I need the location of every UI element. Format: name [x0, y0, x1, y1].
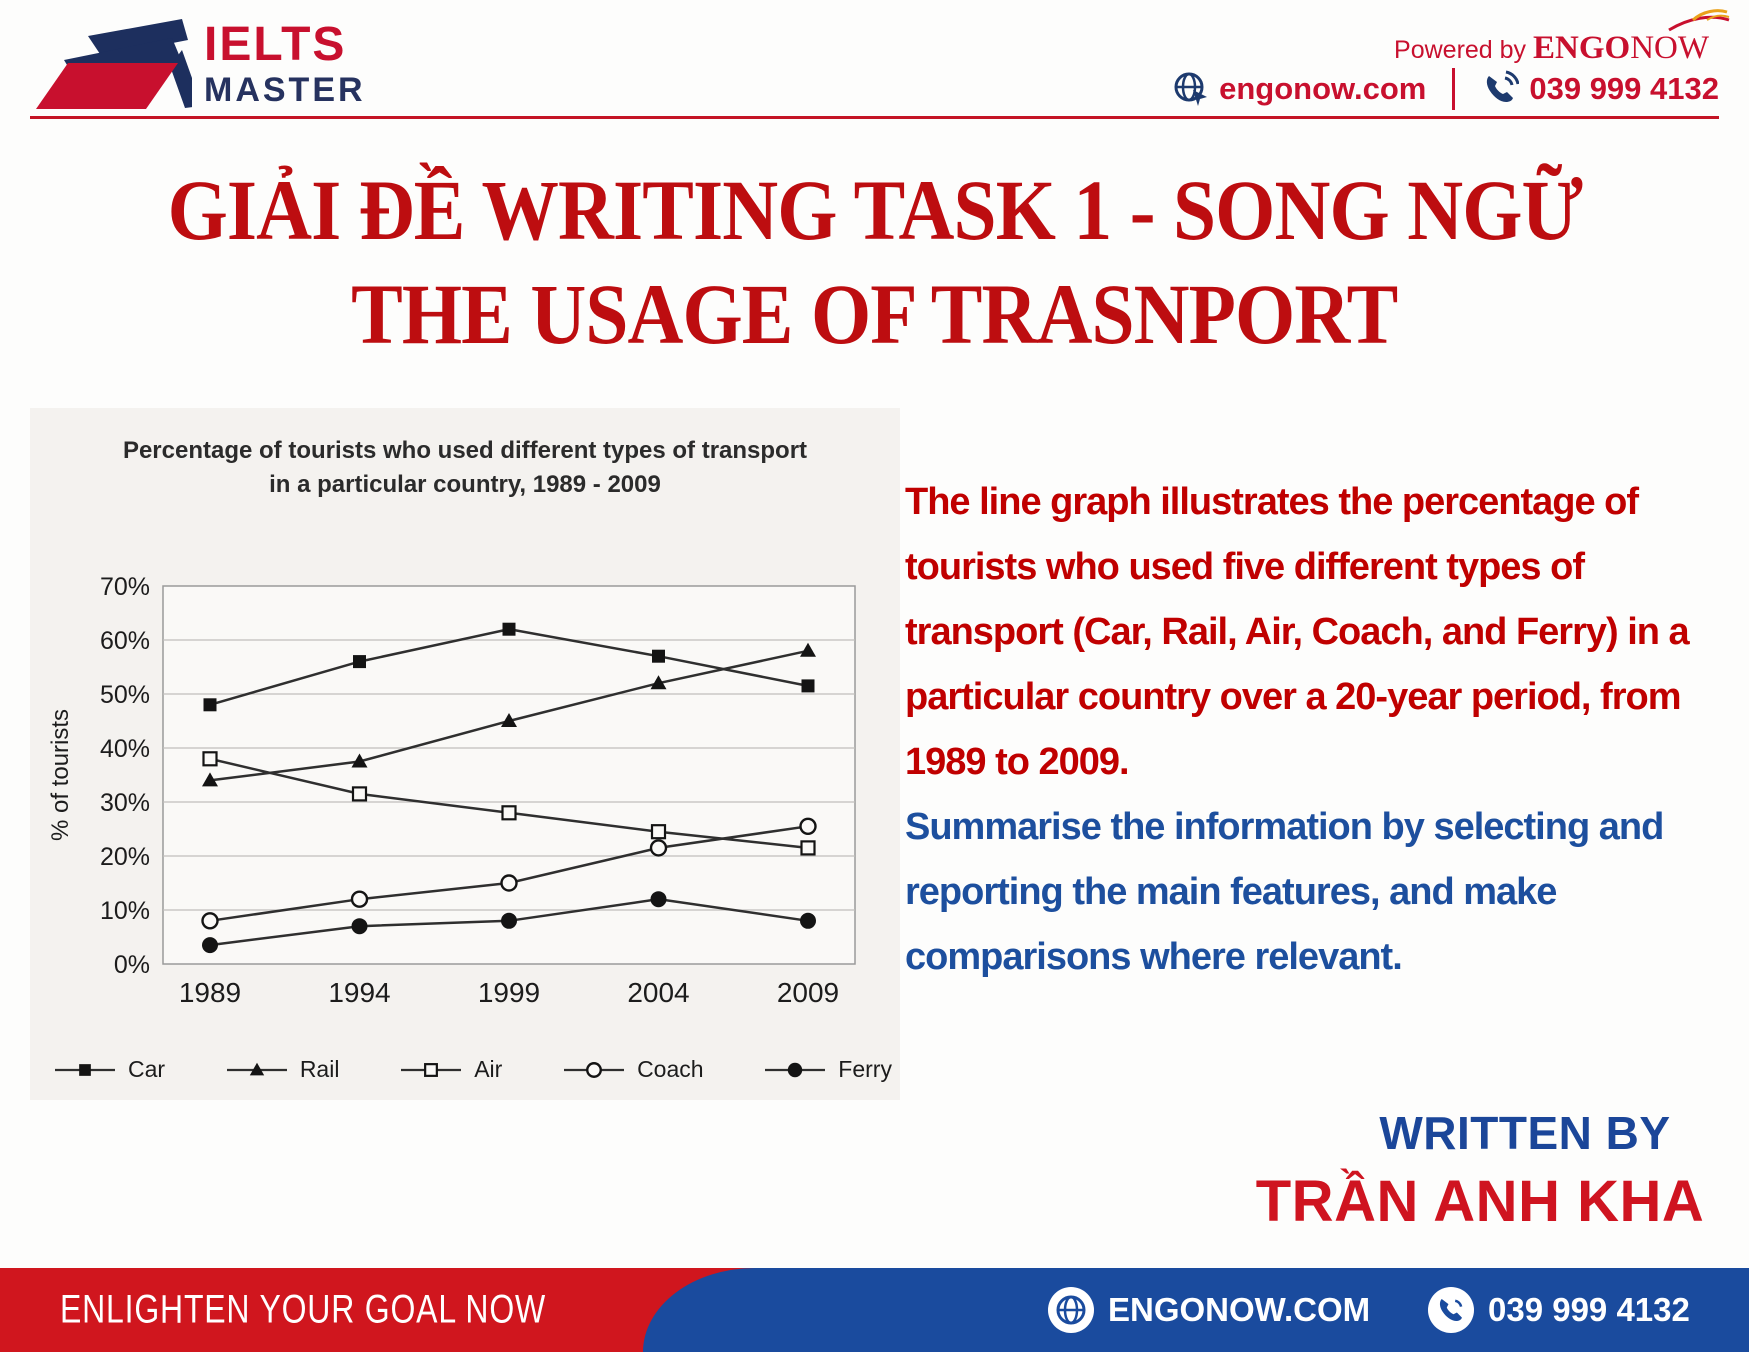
chart-panel — [30, 408, 900, 1100]
powered-by-label: Powered by — [1394, 36, 1533, 64]
legend-item-air — [400, 1056, 502, 1083]
books-logo-icon — [32, 16, 192, 112]
legend-item-ferry — [764, 1056, 892, 1083]
header-phone — [1481, 70, 1719, 108]
filled-circle-icon — [764, 1060, 826, 1080]
svg-text:2009: 2009 — [776, 977, 840, 1008]
svg-text:1994: 1994 — [328, 977, 391, 1008]
filled-square-icon — [54, 1060, 116, 1080]
chart-title-line1: Percentage of tourists who used different types of transport — [122, 437, 808, 464]
header-phone-label: 039 999 4132 — [1529, 71, 1719, 106]
legend-item-coach — [563, 1056, 703, 1083]
transport-line-chart — [30, 508, 900, 1038]
footer-website-label: ENGONOW.COM — [1108, 1291, 1371, 1328]
globe-cursor-icon — [1171, 70, 1209, 108]
task-statement — [905, 470, 1733, 990]
engonow-swoosh-icon — [1667, 6, 1733, 34]
svg-text:1989: 1989 — [178, 977, 242, 1008]
logo-text — [204, 18, 366, 109]
page-title — [0, 158, 1749, 366]
svg-text:% of tourists: % of tourists — [47, 708, 74, 842]
open-circle-icon — [563, 1060, 625, 1080]
svg-text:50%: 50% — [99, 681, 150, 709]
svg-text:10%: 10% — [99, 897, 150, 925]
powered-by-line — [1394, 30, 1719, 67]
legend-label: Air — [474, 1056, 503, 1082]
svg-text:40%: 40% — [99, 735, 150, 763]
legend-label: Coach — [637, 1056, 704, 1082]
page-title-line2: THE USAGE OF TRASNPORT — [351, 266, 1398, 362]
svg-text:60%: 60% — [99, 627, 150, 655]
footer-phone-icon — [1428, 1287, 1474, 1333]
chart-legend — [54, 1056, 892, 1083]
filled-triangle-icon — [226, 1060, 288, 1080]
header-website — [1171, 70, 1426, 108]
legend-item-rail — [226, 1056, 340, 1083]
logo-master-label: MASTER — [204, 71, 366, 109]
chart-title — [30, 408, 900, 502]
chart-title-line2: in a particular country, 1989 - 2009 — [269, 471, 661, 498]
svg-text:70%: 70% — [99, 573, 150, 601]
legend-item-car — [54, 1056, 165, 1083]
logo-ielts-label: IELTS — [204, 18, 347, 71]
open-square-icon — [400, 1060, 462, 1080]
legend-label: Ferry — [838, 1056, 892, 1082]
footer-globe-icon — [1048, 1287, 1094, 1333]
svg-text:20%: 20% — [99, 843, 150, 871]
footer-slogan: ENLIGHTEN YOUR GOAL NOW — [60, 1287, 547, 1332]
phone-icon — [1481, 70, 1519, 108]
header-website-label: engonow.com — [1219, 71, 1427, 106]
header-divider — [1452, 68, 1455, 110]
footer-bar — [0, 1268, 1749, 1352]
svg-text:1999: 1999 — [477, 977, 541, 1008]
task-statement-red: The line graph illustrates the percentage of tourists who used five different types of transport (Car, Rail, Air, Coach, and Ferry) in a particular country over a 20-year period, from 1989 to 2009. — [905, 481, 1689, 783]
svg-text:0%: 0% — [113, 951, 150, 979]
author-name: TRẦN ANH KHA — [1255, 1169, 1705, 1234]
footer-website — [1048, 1268, 1370, 1352]
footer-phone — [1428, 1268, 1690, 1352]
ielts-master-logo — [32, 16, 366, 112]
footer-phone-label: 039 999 4132 — [1488, 1291, 1690, 1328]
written-by-label: WRITTEN BY — [1379, 1107, 1671, 1159]
header-contact-row — [1171, 68, 1719, 110]
svg-text:30%: 30% — [99, 789, 150, 817]
task-statement-blue: Summarise the information by selecting and reporting the main features, and make comparisons where relevant. — [905, 806, 1664, 978]
header-rule — [30, 116, 1719, 119]
legend-label: Rail — [299, 1056, 340, 1082]
legend-label: Car — [128, 1056, 166, 1082]
engonow-brand: ENGONOW — [1533, 30, 1719, 66]
svg-text:2004: 2004 — [627, 977, 690, 1008]
page-title-line1: GIẢI ĐỀ WRITING TASK 1 - SONG NGỮ — [167, 162, 1582, 258]
